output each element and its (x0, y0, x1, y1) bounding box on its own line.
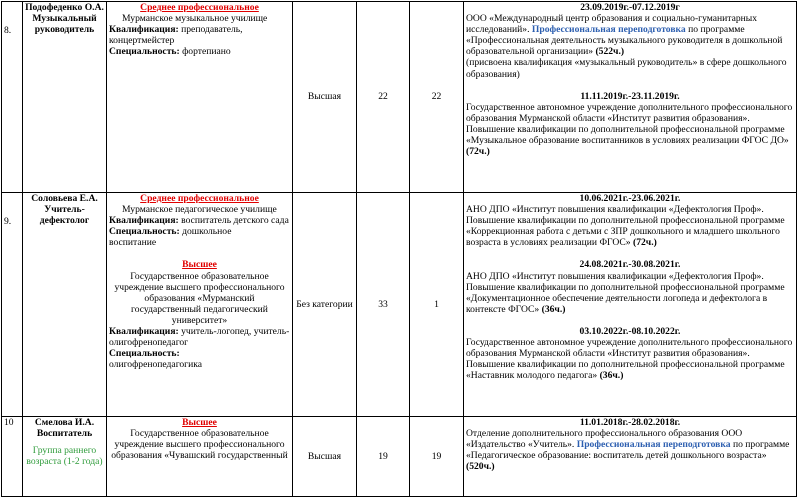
course-text: Отделение дополнительного профессионального образования ООО «Издательство «Учитель». Профессиональная переподготовка по программе «Педагогическое образование: воспитатель детей дошкольного возраста» (520ч.) (466, 428, 790, 473)
specialty-value: дошкольное воспитание (109, 226, 232, 249)
course-text: АНО ДПО «Институт повышения квалификации «Дефектология Проф». Повышение квалификации по дополнительной профессиональной программе «Документационное обеспечение деятельности логопеда и дефектолога в контексте ФГОС» (36ч.) (466, 270, 785, 315)
employee-position: Музыкальный руководитель (32, 13, 97, 36)
name-cell (23, 2, 107, 193)
specialty-value: олигофренопедагогика (109, 359, 203, 371)
specialty (109, 46, 290, 57)
institution: Государственное образовательное учреждение высшего профессионального образования «Мурманский государственный педагогический университет» (114, 270, 285, 326)
staff-table (1, 1, 797, 497)
qualification-value: воспитатель детского сада (181, 215, 289, 227)
total-experience-cell: 19 (357, 417, 410, 497)
employee-position: Учитель-дефектолог (39, 204, 90, 227)
education-level: Среднее профессиональное (140, 2, 259, 13)
specialty: Специальность: дошкольное воспитание (109, 226, 232, 249)
course-hours: (522ч.) (595, 46, 625, 58)
category-cell: Без категории (293, 193, 357, 417)
row-number: 10 (4, 417, 14, 428)
course-dates: 23.09.2019г.-07.12.2019г (580, 2, 680, 13)
course-hours: (520ч.) (466, 461, 495, 473)
course-hours: (72ч.) (633, 237, 657, 249)
courses-cell (464, 193, 797, 417)
course-text: Государственное автономное учреждение дополнительного профессионального образования Мурманской области «Институт развития образования». Повышение квалификации по дополнительной профессиональной программе «Наставник молодого педагога» (36ч.) (466, 337, 793, 382)
qualification-value: учитель-логопед, учитель-олигофренопедагог (109, 326, 290, 349)
course-dates: 24.08.2021г.-30.08.2021г. (579, 259, 681, 271)
courses-cell (464, 2, 797, 193)
total-experience-cell: 22 (357, 2, 410, 193)
pedagogical-experience-cell: 19 (410, 417, 464, 497)
course-note: (присвоена квалификация «музыкальный руководитель» в сфере дошкольного образования) (466, 57, 787, 80)
total-experience-cell: 33 (357, 193, 410, 417)
specialty-value: фортепиано (182, 46, 231, 58)
category-cell: Высшая (293, 417, 357, 497)
course-text: Государственное автономное учреждение дополнительного профессионального образования Мурманской области «Институт развития образования». Повышение квалификации по дополнительной профессиональной программе «Музыкальное образование воспитанников в условиях реализации ФГОС ДО» (72ч.) (466, 101, 793, 158)
course-text: ООО «Международный центр образования и социально-гуманитарных исследований». Профессиональная переподготовка по программе «Профессиональная деятельность музыкального руководителя в дошкольной образовательной организации» (522ч.) (466, 13, 783, 58)
institution: Мурманское педагогическое училище (122, 204, 277, 216)
qualification-label: Квалификация: (109, 24, 179, 36)
education-level: Среднее профессиональное (140, 193, 259, 204)
qualification: Квалификация: учитель-логопед, учитель-олигофренопедагог (109, 326, 290, 349)
qualification: Квалификация: воспитатель детского сада (109, 215, 289, 227)
category-cell: Высшая (293, 2, 357, 193)
education-cell (107, 193, 293, 417)
employee-name: Соловьева Е.А. (31, 193, 98, 204)
table-row (2, 193, 797, 417)
employee-name: Смелова И.А. (34, 417, 95, 428)
retraining-label: Профессиональная переподготовка (531, 24, 686, 36)
name-cell (23, 193, 107, 417)
specialty: Специальность: (109, 348, 180, 360)
specialty-label: Специальность: (109, 46, 180, 58)
course-hours: (36ч.) (541, 303, 566, 315)
row-number-cell (2, 193, 23, 417)
employee-position: Воспитатель (36, 428, 93, 440)
row-number: 8. (4, 25, 12, 36)
institution: Мурманское музыкальное училище (122, 13, 268, 25)
employee-name: Подофеденко О.А. (25, 2, 104, 13)
education-level: Высшее (182, 417, 217, 428)
course-dates: 11.11.2019г.-23.11.2019г. (580, 90, 680, 102)
pedagogical-experience-cell: 1 (410, 193, 464, 417)
pedagogical-experience-cell: 22 (410, 2, 464, 193)
row-number-cell (2, 2, 23, 193)
table-row (2, 2, 797, 193)
course-text: АНО ДПО «Институт повышения квалификации «Дефектология Проф». Повышение квалификации по дополнительной профессиональной программе «Коррекционная работа с детьми с ЗПР дошкольного и младшего школьного возраста в условиях реализации ФГОС» (72ч.) (466, 204, 785, 249)
institution: Государственное образовательное учреждение высшего профессионального образования «Чувашский государственный (111, 428, 288, 462)
course-dates: 10.06.2021г.-23.06.2021г. (579, 193, 681, 204)
course-hours: (72ч.) (466, 146, 490, 158)
education-level: Высшее (182, 259, 217, 271)
qualification (109, 24, 290, 46)
course-hours: (36ч.) (599, 370, 624, 382)
row-number: 9. (4, 216, 12, 227)
retraining-label: Профессиональная переподготовка (576, 439, 731, 451)
course-dates: 11.01.2018г.-28.02.2018г. (579, 417, 681, 428)
education-cell (107, 2, 293, 193)
group-label: Группа раннего возраста (1-2 года) (26, 445, 103, 468)
course-dates: 03.10.2022г.-08.10.2022г. (579, 325, 681, 337)
qualification-value: преподаватель, концертмейстер (109, 24, 243, 47)
